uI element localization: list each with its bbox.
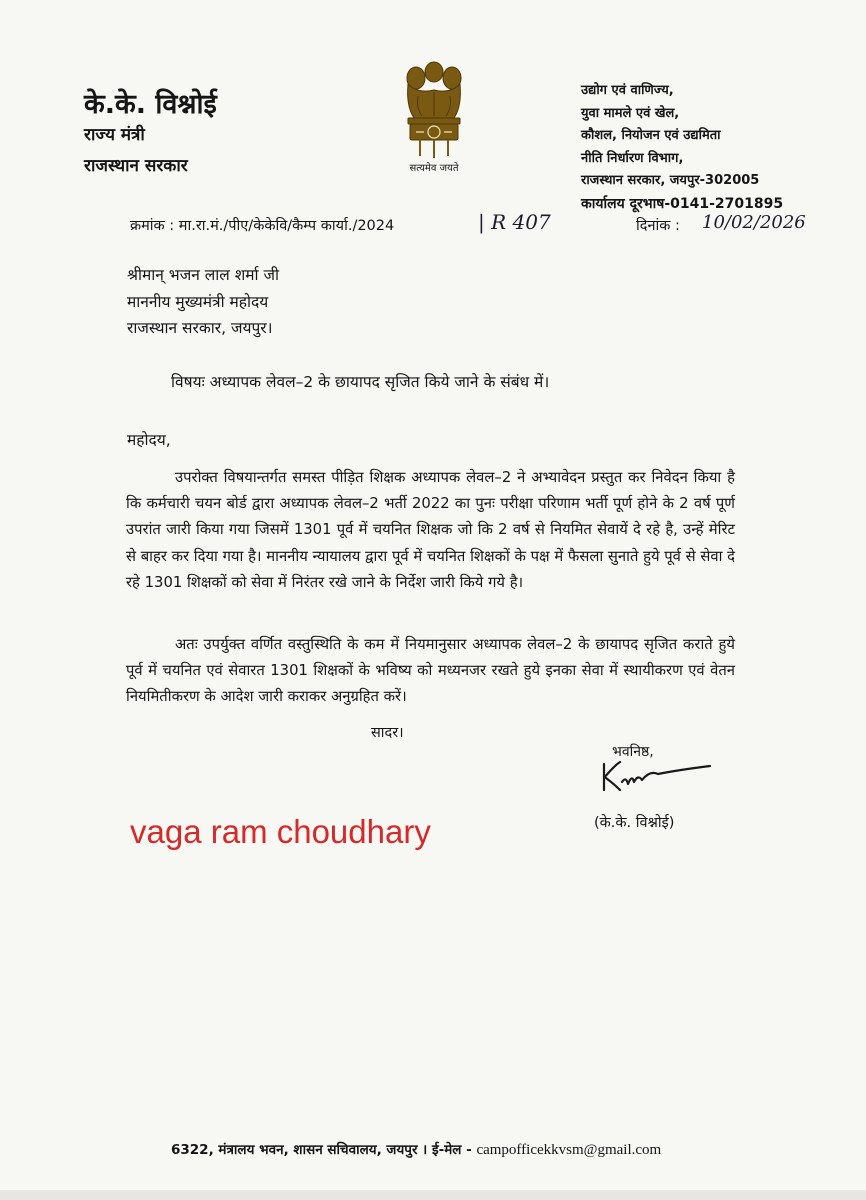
ministry-line: कौशल, नियोजन एवं उद्यमिता [581,128,721,143]
closing: सादर। [371,725,404,741]
handwritten-date: 10/02/2026 [702,212,806,233]
salutation: महोदय, [127,431,171,449]
signatory-name: (के.के. विश्नोई) [594,815,675,831]
emblem-motto: सत्यमेव जयते [409,163,459,174]
national-emblem-icon [396,56,472,168]
footer-email: campofficekkvsm@gmail.com [476,1142,662,1158]
ministry-line: नीति निर्धारण विभाग, [581,150,684,166]
footer-address: 6322, मंत्रालय भवन, शासन सचिवालय, जयपुर । ई-मेल - [171,1142,472,1158]
body-paragraph: अतः उपर्युक्त वर्णित वस्तुस्थिति के कम में नियमानुसार अध्यापक लेवल–2 के छायापद सृजित कराते हुये पूर्व में चयनित एवं सेवारत 1301 शिक्षकों के भविष्य को मध्यनजर रखते हुये इनका सेवा में स्थायीकरण एवं वेतन नियमितीकरण के आदेश जारी कराकर अनुग्रहित करें। [126,636,735,706]
addressee-designation: माननीय मुख्यमंत्री महोदय [127,293,269,311]
signature-icon [598,756,718,796]
overlay-name-text: vaga ram choudhary [130,813,431,850]
footer-address-line [171,1140,661,1159]
handwritten-reference-number: R 407 [491,210,551,234]
sender-name: के.के. विश्नोई [84,89,217,120]
ministry-block [581,80,783,215]
addressee-name: श्रीमान् भजन लाल शर्मा जी [127,266,279,284]
bottom-edge [0,1190,866,1200]
ministry-line: राजस्थान सरकार, जयपुर-302005 [581,173,760,188]
ministry-line: उद्योग एवं वाणिज्य, [581,83,674,98]
sender-designation: राज्य मंत्री [84,125,145,145]
yours-faithfully: भवनिष्ठ, [612,744,654,760]
handwritten-reference: | R 407 [478,210,551,234]
reference-number: क्रमांक : मा.रा.मं./पीए/केकेवि/कैम्प कार्या./2024 [130,218,395,234]
addressee-address: राजस्थान सरकार, जयपुर। [127,319,273,337]
ministry-line: कार्यालय दूरभाष-0141-2701895 [581,195,784,212]
ministry-line: युवा मामले एवं खेल, [581,105,680,121]
date-label: दिनांक : [636,218,680,234]
subject-line: विषयः अध्यापक लेवल–2 के छायापद सृजित किये जाने के संबंध में। [171,373,550,391]
sender-government: राजस्थान सरकार [84,156,188,176]
body-paragraph: उपरोक्त विषयान्तर्गत समस्त पीड़ित शिक्षक अध्यापक लेवल–2 ने अभ्यावेदन प्रस्तुत कर निवेदन किया है कि कर्मचारी चयन बोर्ड द्वारा अध्यापक लेवल–2 भर्ती 2022 का पुनः परीक्षा परिणाम भर्ती पूर्ण होने के 2 वर्ष पूर्ण उपरांत जारी किया गया जिसमें 1301 पूर्व में चयनित शिक्षक जो कि 2 वर्ष से नियमित सेवायें दे रहे है, उन्हें मेरिट से बाहर कर दिया गया है। माननीय न्यायालय द्वारा पूर्व में चयनित शिक्षकों के पक्ष में फैसला सुनाते हुये पूर्व से सेवा दे रहे 1301 शिक्षकों को सेवा में निरंतर रखे जाने के निर्देश जारी किये गये है। [126,469,735,591]
